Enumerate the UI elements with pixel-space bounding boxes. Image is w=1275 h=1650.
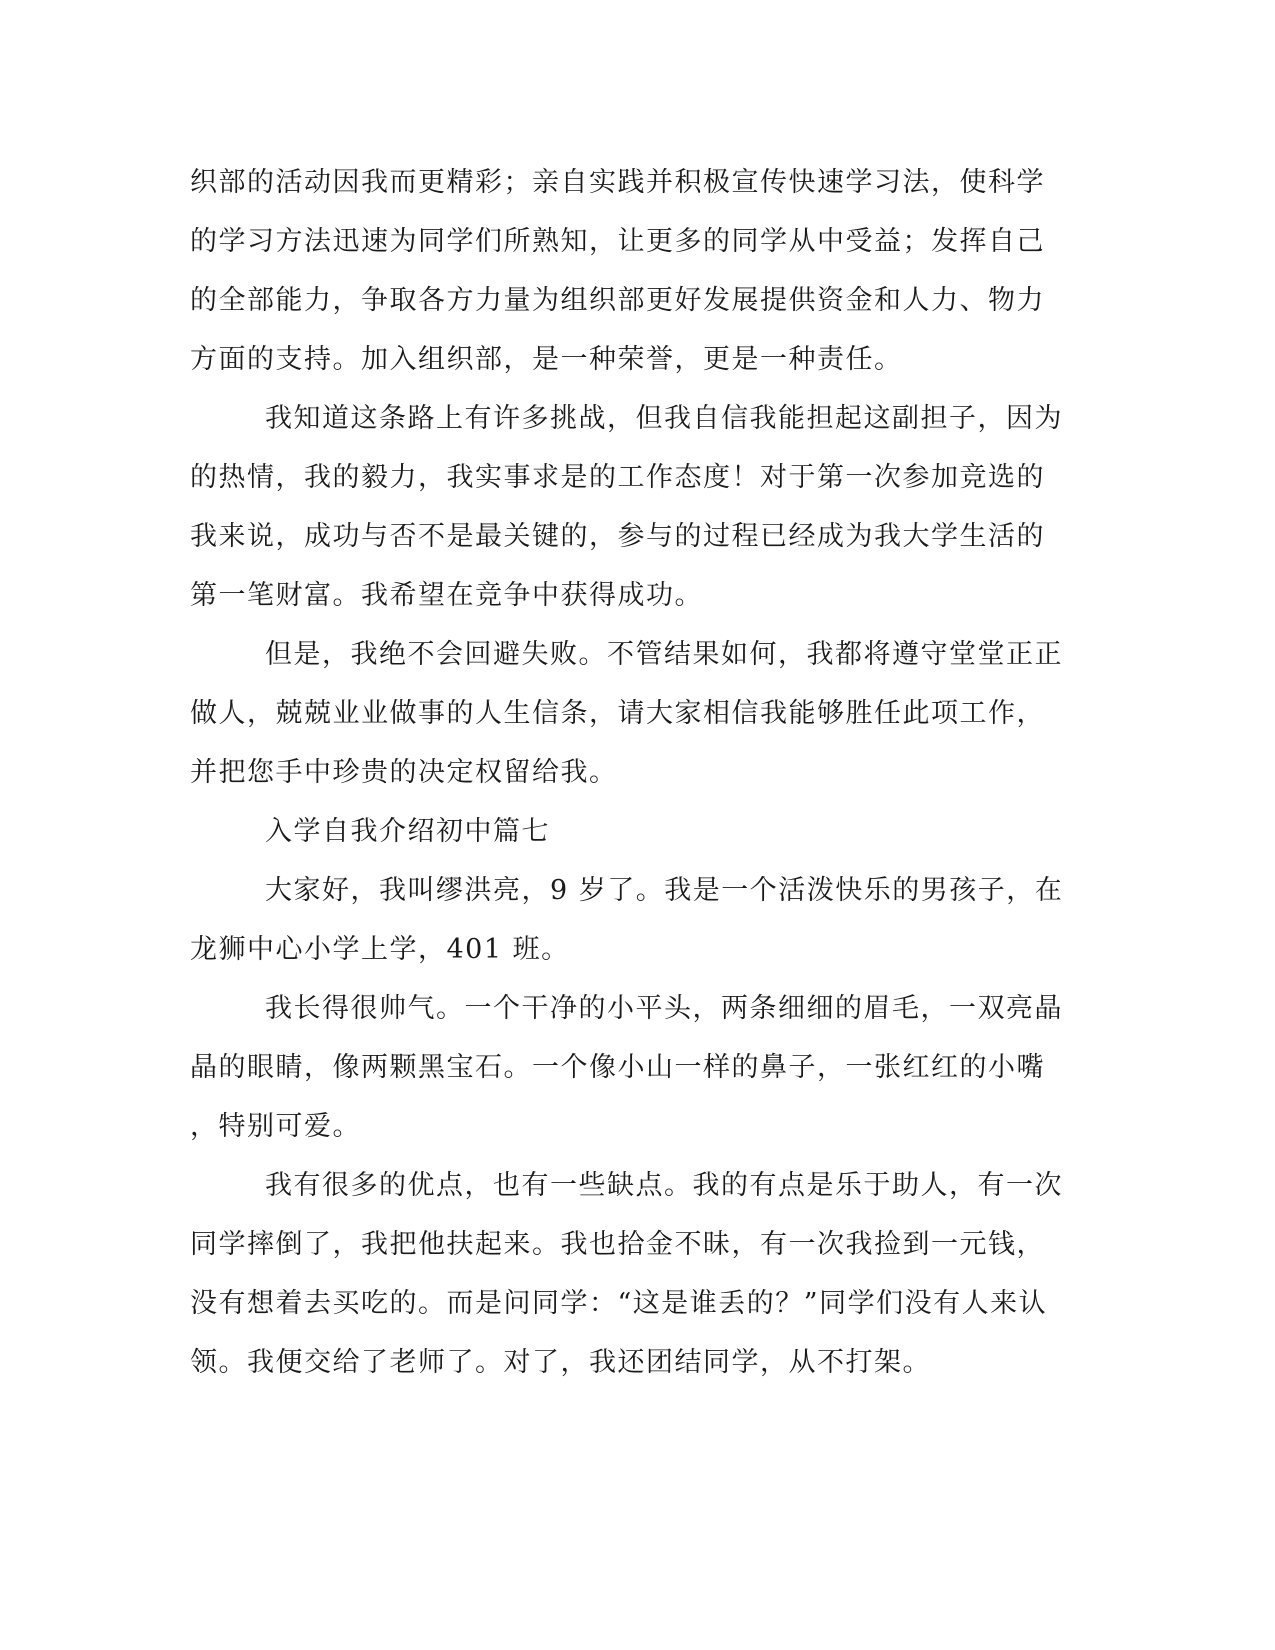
text-line: 织部的活动因我而更精彩；亲自实践并积极宣传快速学习法，使科学	[190, 167, 1045, 198]
text-line: 大家好，我叫缪洪亮，9 岁了。我是一个活泼快乐的男孩子，在	[265, 875, 1064, 906]
text-line: 的学习方法迅速为同学们所熟知，让更多的同学从中受益；发挥自己	[190, 226, 1045, 257]
text-line: 做人，兢兢业业做事的人生信条，请大家相信我能够胜任此项工作，	[190, 698, 1045, 729]
text-line: 领。我便交给了老师了。对了，我还团结同学，从不打架。	[190, 1347, 931, 1378]
text-line: 的全部能力，争取各方力量为组织部更好发展提供资金和人力、物力	[190, 285, 1045, 316]
text-line: 我长得很帅气。一个干净的小平头，两条细细的眉毛，一双亮晶	[265, 993, 1063, 1024]
text-line: 同学摔倒了，我把他扶起来。我也拾金不昧，有一次我捡到一元钱，	[190, 1229, 1045, 1260]
text-line: 晶的眼睛，像两颗黑宝石。一个像小山一样的鼻子，一张红红的小嘴	[190, 1052, 1045, 1083]
text-line: 龙狮中心小学上学，401 班。	[190, 934, 570, 965]
section-heading: 入学自我介绍初中篇七	[265, 816, 550, 847]
text-line: 并把您手中珍贵的决定权留给我。	[190, 757, 618, 788]
text-line: 的热情，我的毅力，我实事求是的工作态度！对于第一次参加竞选的	[190, 462, 1045, 493]
text-line: 第一笔财富。我希望在竞争中获得成功。	[190, 580, 703, 611]
text-line: ，特别可爱。	[190, 1111, 361, 1142]
text-line: 但是，我绝不会回避失败。不管结果如何，我都将遵守堂堂正正	[265, 639, 1063, 670]
text-line: 我来说，成功与否不是最关键的，参与的过程已经成为我大学生活的	[190, 521, 1045, 552]
text-line: 方面的支持。加入组织部，是一种荣誉，更是一种责任。	[190, 344, 903, 375]
text-line: 我知道这条路上有许多挑战，但我自信我能担起这副担子，因为	[265, 403, 1063, 434]
text-line: 没有想着去买吃的。而是问同学：“这是谁丢的？”同学们没有人来认	[190, 1288, 1048, 1319]
text-line: 我有很多的优点，也有一些缺点。我的有点是乐于助人，有一次	[265, 1170, 1063, 1201]
